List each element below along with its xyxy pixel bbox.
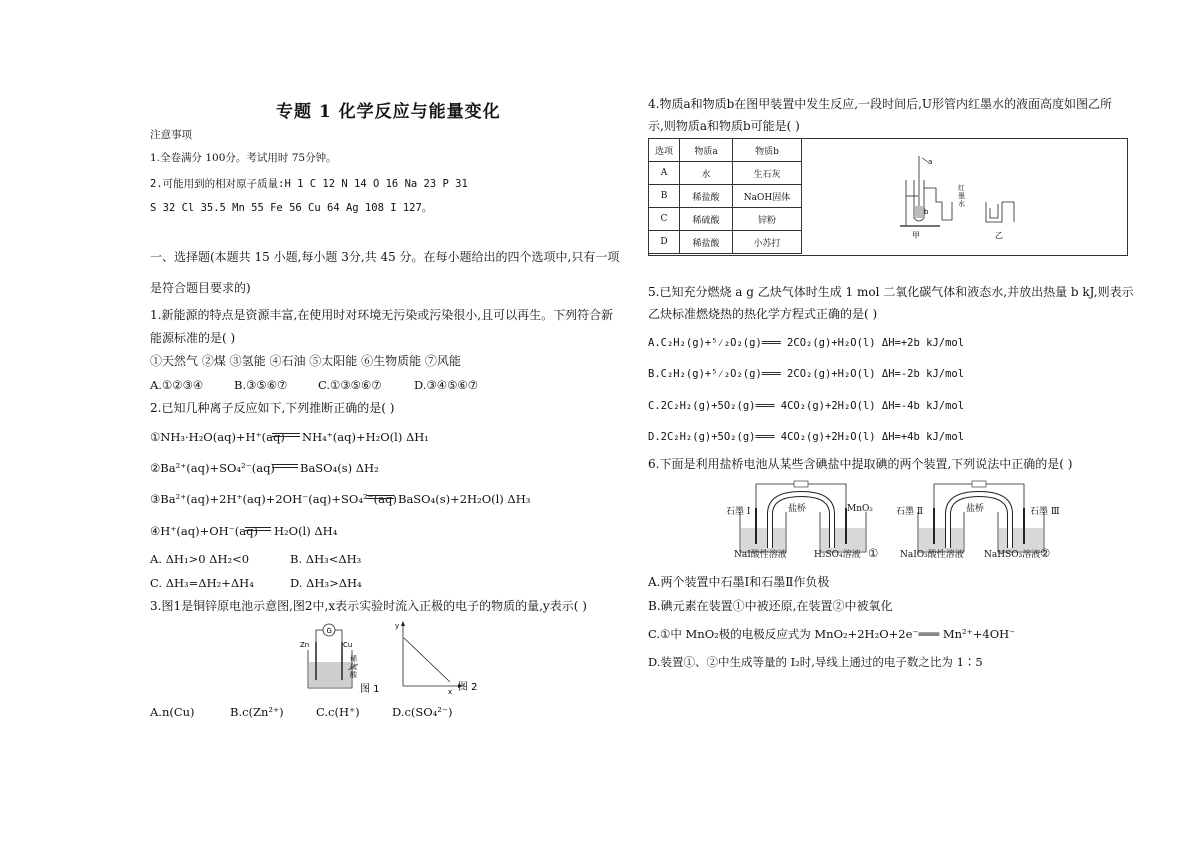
table-cell: 水 xyxy=(680,162,733,185)
q2-reaction4-arrow xyxy=(245,527,271,531)
q2-reaction2-arrow xyxy=(272,464,298,468)
q2-reaction3-right: BaSO₄(s)+2H₂O(l) ΔH₃ xyxy=(398,492,531,506)
q6-dev2-bridge: 盐桥 xyxy=(966,504,985,514)
table-cell: 锌粉 xyxy=(733,208,802,231)
q6-dev1-sol-left: NaI酸性溶液 xyxy=(734,550,787,560)
q1-option-c[interactable]: C.①③⑤⑥⑦ xyxy=(318,378,382,392)
q6-dev1-bridge: 盐桥 xyxy=(788,504,807,514)
q2-reaction4-right: H₂O(l) ΔH₄ xyxy=(274,524,338,538)
table-header-cell: 选项 xyxy=(649,139,680,162)
fig2-x-label: x xyxy=(448,688,453,696)
q2-reaction1-left: ①NH₃·H₂O(aq)+H⁺(aq) xyxy=(150,430,285,444)
q2-option-d[interactable]: D. ΔH₃>ΔH₄ xyxy=(290,576,362,590)
table-cell: 稀盐酸 xyxy=(680,185,733,208)
table-cell: NaOH固体 xyxy=(733,185,802,208)
table-row[interactable] xyxy=(649,162,802,185)
q4-stem-line1: 4.物质a和物质b在图甲装置中发生反应,一段时间后,U形管内红墨水的液面高度如图乙所 xyxy=(648,97,1113,111)
q2-option-c[interactable]: C. ΔH₃=ΔH₂+ΔH₄ xyxy=(150,576,254,590)
table-row[interactable] xyxy=(649,208,802,231)
q6-dev2-number: ② xyxy=(1040,546,1051,560)
fig-yi-label: 乙 xyxy=(995,231,1003,240)
table-cell: 小苏打 xyxy=(733,231,802,254)
table-cell: C xyxy=(649,208,680,231)
fig1-label: 图 1 xyxy=(360,684,380,695)
q3-option-b[interactable]: B.c(Zn²⁺) xyxy=(230,705,284,719)
q2-reaction1-right: NH₄⁺(aq)+H₂O(l) ΔH₁ xyxy=(302,430,429,444)
table-cell: 稀硫酸 xyxy=(680,208,733,231)
q4-stem-line2: 示,则物质a和物质b可能是( ) xyxy=(648,119,800,133)
q3-option-a[interactable]: A.n(Cu) xyxy=(150,705,195,719)
page-title: 专题 1 化学反应与能量变化 xyxy=(276,102,501,122)
table-cell: D xyxy=(649,231,680,254)
q6-option-b[interactable]: B.碘元素在装置①中被还原,在装置②中被氧化 xyxy=(648,599,893,613)
q6-dev2-left-electrode: 石墨 Ⅱ xyxy=(896,507,923,517)
q1-option-b[interactable]: B.③⑤⑥⑦ xyxy=(234,378,288,392)
table-row[interactable] xyxy=(649,231,802,254)
fig1-cu-label: Cu xyxy=(343,641,353,649)
q2-stem: 2.已知几种离子反应如下,下列推断正确的是( ) xyxy=(150,401,395,415)
table-row[interactable] xyxy=(649,185,802,208)
table-cell: 生石灰 xyxy=(733,162,802,185)
q4-options-table xyxy=(648,138,802,254)
q5-option-a[interactable]: A.C₂H₂(g)+⁵⁄₂O₂(g)═══ 2CO₂(g)+H₂O(l) ΔH=+2b kJ/mol xyxy=(648,337,965,349)
q6-dev2-right-electrode: 石墨 Ⅲ xyxy=(1030,507,1060,517)
q2-reaction4-left: ④H⁺(aq)+OH⁻(aq) xyxy=(150,524,258,538)
q6-dev2-sol-left: NaIO₃酸性溶液 xyxy=(900,550,964,560)
fig-b-label: b xyxy=(924,208,929,216)
q2-option-b[interactable]: B. ΔH₃<ΔH₃ xyxy=(290,552,362,566)
notice-2a: 2.可能用到的相对原子质量:H 1 C 12 N 14 O 16 Na 23 P 31 xyxy=(150,178,468,190)
q2-reaction2-right: BaSO₄(s) ΔH₂ xyxy=(300,461,379,475)
q2-reaction1-arrow xyxy=(272,433,300,437)
fig-ink-label: 红墨水 xyxy=(958,184,965,208)
fig1-acid-label: 稀硫酸 xyxy=(350,655,357,679)
q6-dev1-left-electrode: 石墨 Ⅰ xyxy=(726,507,751,517)
q1-items: ①天然气 ②煤 ③氢能 ④石油 ⑤太阳能 ⑥生物质能 ⑦风能 xyxy=(150,354,461,368)
fig2-label: 图 2 xyxy=(458,682,478,693)
section-heading-line1: 一、选择题(本题共 15 小题,每小题 3分,共 45 分。在每小题给出的四个选项中,只有一项 xyxy=(150,250,620,264)
notice-label: 注意事项 xyxy=(150,129,192,141)
q2-option-a[interactable]: A. ΔH₁>0 ΔH₂<0 xyxy=(150,552,250,566)
q1-stem-line2: 能源标准的是( ) xyxy=(150,331,236,345)
q6-dev1-right-electrode: MnO₂ xyxy=(847,504,873,514)
q5-option-c[interactable]: C.2C₂H₂(g)+5O₂(g)═══ 4CO₂(g)+2H₂O(l) ΔH=-4b kJ/mol xyxy=(648,400,965,412)
section-heading-line2: 是符合题目要求的) xyxy=(150,281,251,295)
q6-dev1-sol-right: H₂SO₄溶液 xyxy=(814,550,861,560)
q6-dev1-number: ① xyxy=(868,546,879,560)
fig2-y-label: y xyxy=(395,622,400,630)
q6-dev2-sol-right: NaHSO₃溶液 xyxy=(984,550,1041,560)
q2-reaction3-left: ③Ba²⁺(aq)+2H⁺(aq)+2OH⁻(aq)+SO₄²⁻(aq) xyxy=(150,492,397,506)
q5-option-d[interactable]: D.2C₂H₂(g)+5O₂(g)═══ 4CO₂(g)+2H₂O(l) ΔH=+4b kJ/mol xyxy=(648,431,965,443)
notice-1: 1.全卷满分 100分。考试用时 75分钟。 xyxy=(150,152,337,164)
q3-option-d[interactable]: D.c(SO₄²⁻) xyxy=(392,705,453,719)
q5-stem-line1: 5.已知充分燃烧 a g 乙炔气体时生成 1 mol 二氧化碳气体和液态水,并放出热量 b kJ,则表示 xyxy=(648,285,1134,299)
q5-option-b[interactable]: B.C₂H₂(g)+⁵⁄₂O₂(g)═══ 2CO₂(g)+H₂O(l) ΔH=-2b kJ/mol xyxy=(648,368,965,380)
table-cell: B xyxy=(649,185,680,208)
q5-stem-line2: 乙炔标准燃烧热的热化学方程式正确的是( ) xyxy=(648,307,878,321)
q6-option-c[interactable]: C.①中 MnO₂极的电极反应式为 MnO₂+2H₂O+2e⁻═══ Mn²⁺+4OH⁻ xyxy=(648,627,1016,641)
table-header-cell: 物质b xyxy=(733,139,802,162)
fig1-zn-label: Zn xyxy=(300,641,310,649)
q2-reaction2-left: ②Ba²⁺(aq)+SO₄²⁻(aq) xyxy=(150,461,275,475)
table-cell: A xyxy=(649,162,680,185)
fig1-g-label: G xyxy=(326,627,332,635)
q2-reaction3-arrow xyxy=(366,495,394,499)
q6-option-a[interactable]: A.两个装置中石墨Ⅰ和石墨Ⅱ作负极 xyxy=(648,575,830,589)
notice-2b: S 32 Cl 35.5 Mn 55 Fe 56 Cu 64 Ag 108 I 127。 xyxy=(150,202,433,214)
fig-a-label: a xyxy=(928,158,933,166)
table-cell: 稀盐酸 xyxy=(680,231,733,254)
fig-jia-label: 甲 xyxy=(912,231,920,240)
table-header-cell: 物质a xyxy=(680,139,733,162)
q3-figures xyxy=(298,618,498,696)
q3-stem: 3.图1是铜锌原电池示意图,图2中,x表示实验时流入正极的电子的物质的量,y表示( ) xyxy=(150,599,587,613)
q1-option-d[interactable]: D.③④⑤⑥⑦ xyxy=(414,378,479,392)
q6-option-d[interactable]: D.装置①、②中生成等量的 I₂时,导线上通过的电子数之比为 1∶5 xyxy=(648,655,983,669)
q1-stem-line1: 1.新能源的特点是资源丰富,在使用时对环境无污染或污染很小,且可以再生。下列符合新 xyxy=(150,308,614,322)
q6-stem: 6.下面是利用盐桥电池从某些含碘盐中提取碘的两个装置,下列说法中正确的是( ) xyxy=(648,457,1073,471)
q3-option-c[interactable]: C.c(H⁺) xyxy=(316,705,360,719)
q1-option-a[interactable]: A.①②③④ xyxy=(150,378,204,392)
